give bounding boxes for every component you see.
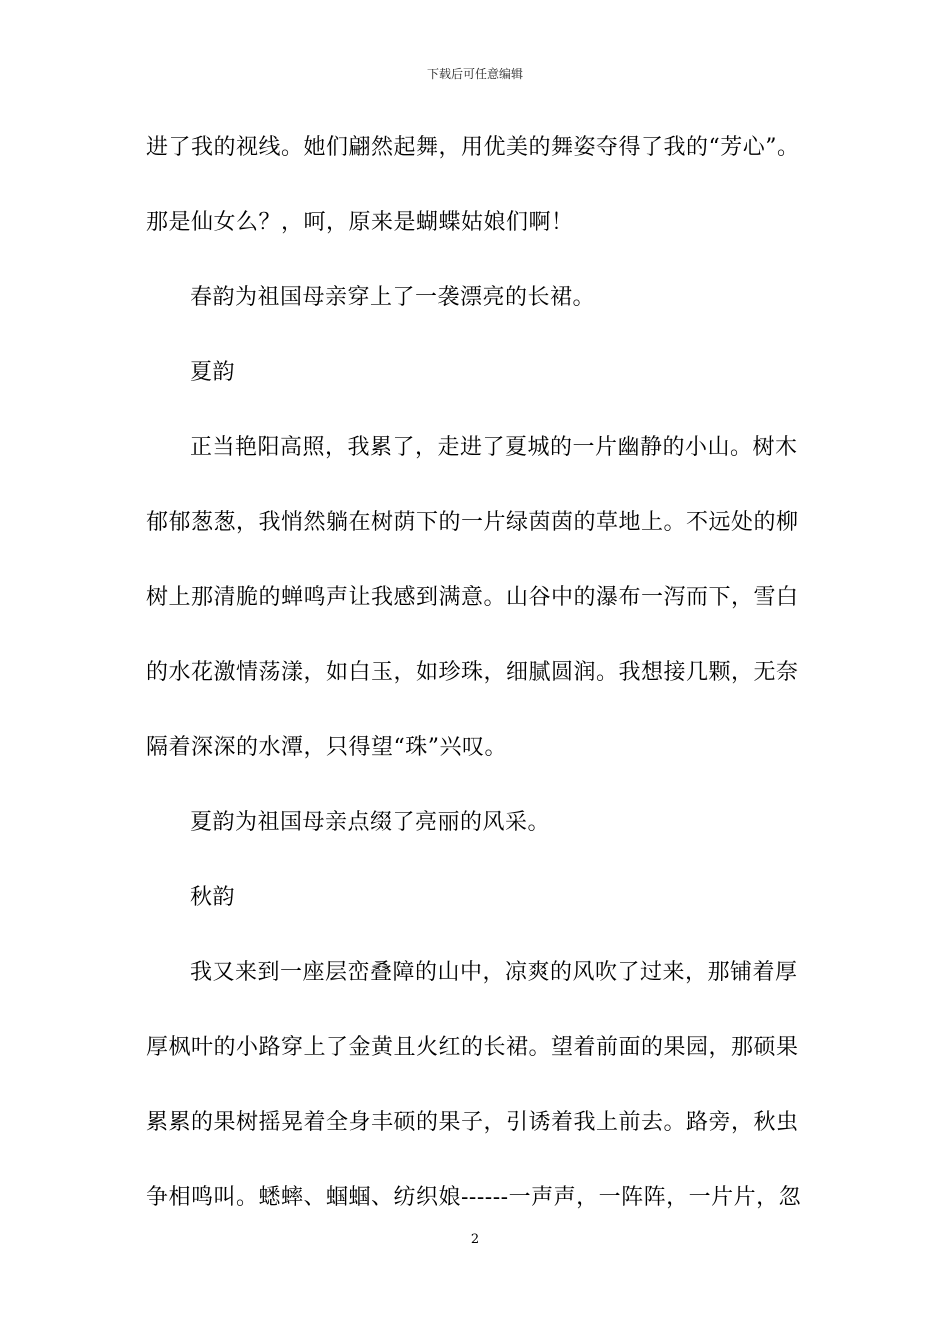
- page-header: 下载后可任意编辑: [426, 67, 523, 81]
- text-line: 累累的果树摇晃着全身丰硕的果子，引诱着我上前去。路旁，秋虫: [146, 1110, 799, 1135]
- text-line: 郁郁葱葱，我悄然躺在树荫下的一片绿茵茵的草地上。不远处的柳: [146, 510, 799, 535]
- page-number: 2: [470, 1232, 480, 1247]
- text-line: 争相鸣叫。蟋蟀、蝈蝈、纺织娘------一声声，一阵阵，一片片，忽: [146, 1185, 802, 1210]
- text-line: 厚枫叶的小路穿上了金黄且火红的长裙。望着前面的果园，那硕果: [146, 1035, 799, 1060]
- text-line: 的水花激情荡漾，如白玉，如珍珠，细腻圆润。我想接几颗，无奈: [146, 660, 799, 685]
- text-line: 树上那清脆的蝉鸣声让我感到满意。山谷中的瀑布一泻而下，雪白: [146, 585, 799, 610]
- text-line: 正当艳阳高照，我累了，走进了夏城的一片幽静的小山。树木: [190, 435, 798, 460]
- section-heading-autumn: 秋韵: [190, 885, 236, 910]
- text-line: 那是仙女么？，呵，原来是蝴蝶姑娘们啊！: [146, 210, 574, 235]
- text-line: 我又来到一座层峦叠障的山中，凉爽的风吹了过来，那铺着厚: [190, 960, 798, 985]
- text-line: 夏韵为祖国母亲点缀了亮丽的风采。: [190, 810, 551, 835]
- text-line: 春韵为祖国母亲穿上了一袭漂亮的长裙。: [190, 285, 596, 310]
- document-body: [146, 124, 826, 1249]
- section-heading-summer: 夏韵: [190, 360, 236, 385]
- text-line: 隔着深深的水潭，只得望“珠”兴叹。: [146, 735, 507, 760]
- text-line: 进了我的视线。她们翩然起舞，用优美的舞姿夺得了我的“芳心”。: [146, 135, 800, 160]
